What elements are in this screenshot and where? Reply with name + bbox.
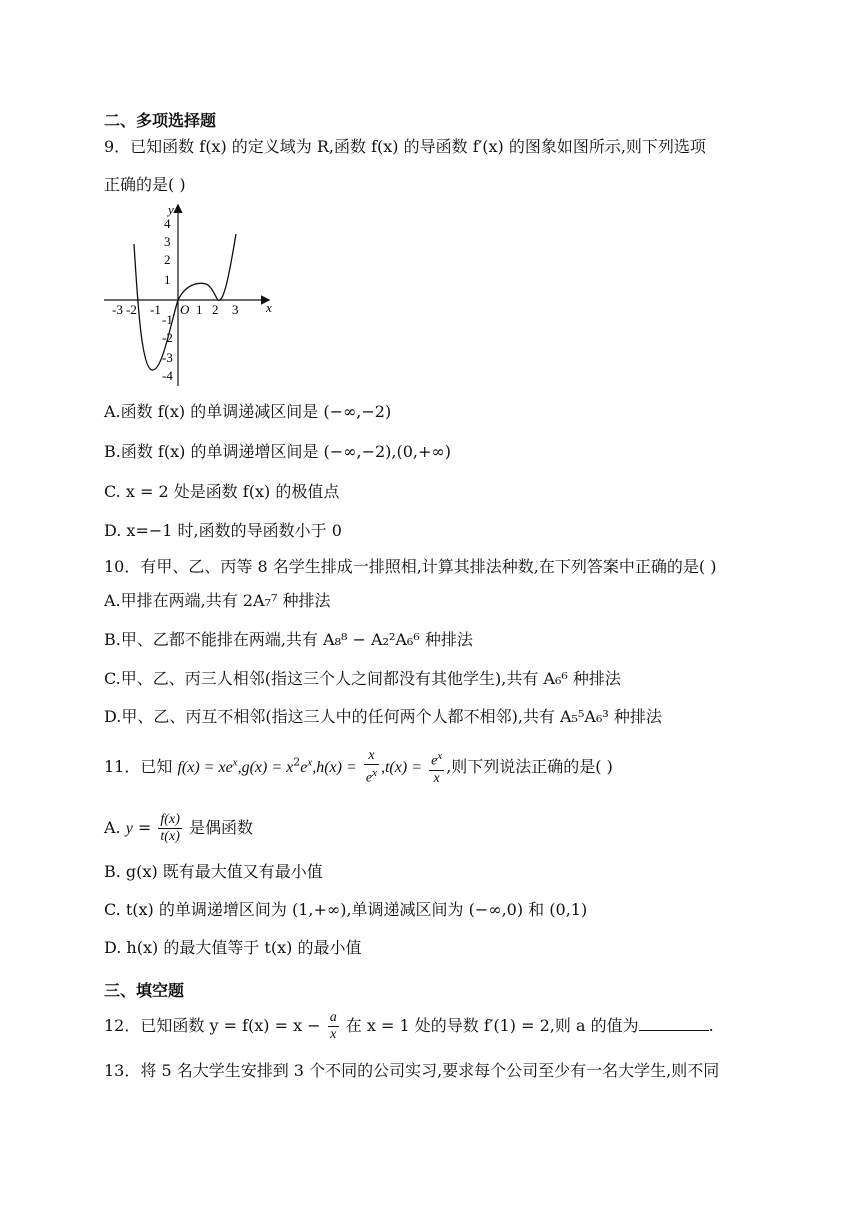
y-tick-3: 3 (164, 234, 171, 249)
section-heading-multiple-choice: 二、多项选择题 (104, 111, 217, 130)
section-heading-fill-in: 三、填空题 (104, 981, 185, 1000)
frac-h: $\frac{x}{e^x}$ (365, 748, 377, 786)
frac-a-over-x: $\frac{a}{x}$ (329, 1010, 337, 1042)
q11-option-b: B. g(x) 既有最大值又有最小值 (104, 862, 323, 881)
q9-option-d: D. x=−1 时,函数的导函数小于 0 (104, 521, 342, 540)
y-tick-2: 2 (164, 252, 171, 267)
q11-option-d: D. h(x) 的最大值等于 t(x) 的最小值 (104, 938, 362, 957)
q12-stem: 12．已知函数 y = f(x) = x − $\frac{a}{x}$ 在 x = 1 处的导数 f′(1) = 2,则 a 的值为 . (104, 1010, 714, 1042)
origin-label: O (180, 302, 190, 317)
x-tick-neg1: -1 (150, 302, 161, 317)
x-tick-3: 3 (232, 302, 239, 317)
x-tick-2: 2 (212, 302, 219, 317)
q10-option-a: A.甲排在两端,共有 2A₇⁷ 种排法 (104, 591, 331, 610)
q9-stem-line2: 正确的是( ) (104, 175, 186, 194)
q10-option-c: C.甲、乙、丙三人相邻(指这三个人之间都没有其他学生),共有 A₆⁶ 种排法 (104, 669, 621, 688)
frac-f-over-t: $\frac{f(x)}{t(x)}$ (160, 812, 180, 844)
x-tick-neg3: -3 (112, 302, 123, 317)
y-tick-neg2: -2 (162, 330, 173, 345)
q9-option-c: C. x = 2 处是函数 f(x) 的极值点 (104, 482, 340, 501)
q10-stem: 10．有甲、乙、丙等 8 名学生排成一排照相,计算其排法种数,在下列答案中正确的是( ) (104, 557, 717, 576)
x-tick-neg2: -2 (126, 302, 137, 317)
q13-stem: 13．将 5 名大学生安排到 3 个不同的公司实习,要求每个公司至少有一名大学生,则不同 (104, 1061, 720, 1080)
q9-stem-line1: 9．已知函数 f(x) 的定义域为 R,函数 f(x) 的导函数 f′(x) 的图象如图所示,则下列选项 (104, 137, 706, 156)
q10-option-d: D.甲、乙、丙互不相邻(指这三人中的任何两个人都不相邻),共有 A₅⁵A₆³ 种排法 (104, 707, 662, 726)
frac-t: $\frac{e^x}{x}$ (431, 750, 443, 786)
q11-stem: 11．已知 $f(x) = xe^x,g(x) = x^2e^x,h(x)$ = $\frac{x}{e^x}$ ,t(x) = $\frac{e^x}{x}$ ,则下列说法正确的是( ) (104, 748, 613, 786)
q11-option-a: A. y = $\frac{f(x)}{t(x)}$ 是偶函数 (104, 812, 253, 844)
q11-option-c: C. t(x) 的单调递增区间为 (1,+∞),单调递减区间为 (−∞,0) 和 (0,1) (104, 900, 588, 919)
y-tick-neg4: -4 (162, 368, 173, 383)
x-tick-1: 1 (196, 302, 203, 317)
y-tick-neg3: -3 (162, 350, 173, 365)
q9-option-b: B.函数 f(x) 的单调递增区间是 (−∞,−2),(0,+∞) (104, 442, 451, 461)
x-axis-label: x (266, 300, 272, 315)
q10-option-b: B.甲、乙都不能排在两端,共有 A₈⁸ − A₂²A₆⁶ 种排法 (104, 630, 473, 649)
q9-option-a: A.函数 f(x) 的单调递减区间是 (−∞,−2) (104, 402, 392, 421)
y-tick-4: 4 (164, 216, 171, 231)
derivative-graph (100, 200, 280, 390)
y-tick-neg1: -1 (162, 312, 173, 327)
y-axis-label: y (168, 202, 174, 217)
y-tick-1: 1 (164, 272, 171, 287)
answer-blank[interactable] (639, 1016, 709, 1031)
